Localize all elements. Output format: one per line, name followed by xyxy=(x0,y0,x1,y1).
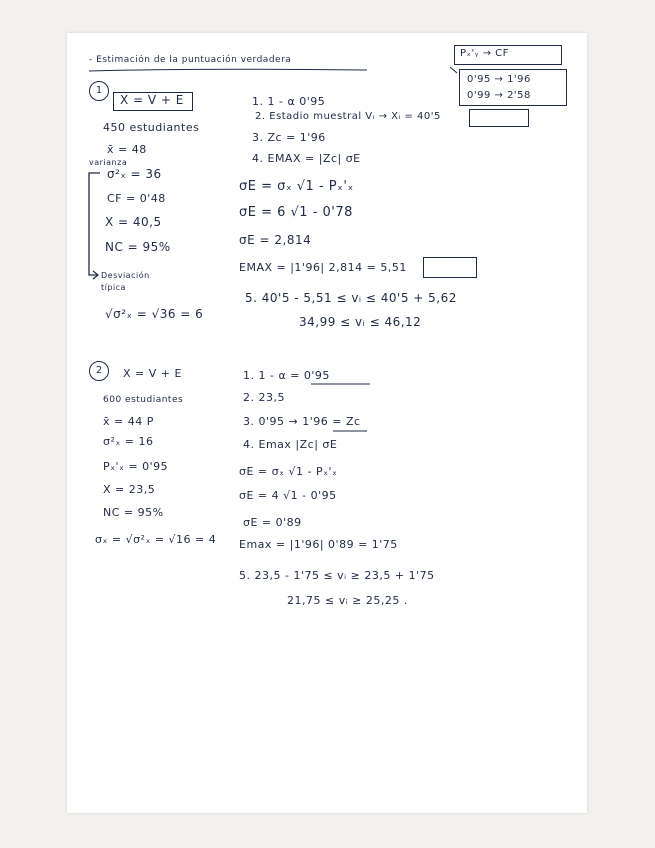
given-variance: σ²ₓ = 36 xyxy=(107,167,162,181)
varianza-label: varianza xyxy=(89,158,128,167)
calc-1-4: EMAX = |1'96| 2,814 = 5,51 xyxy=(239,261,407,274)
sigma-result-1: √σ²ₓ = √36 = 6 xyxy=(105,307,204,321)
cf-row-2: 0'99 → 2'58 xyxy=(467,90,531,101)
page-title: - Estimación de la puntuación verdadera xyxy=(89,55,292,65)
step-2-5: 5. 23,5 - 1'75 ≤ vᵢ ≥ 23,5 + 1'75 xyxy=(239,569,435,582)
section-1-number: 1 xyxy=(89,81,109,101)
sigma-result-2: σₓ = √σ²ₓ = √16 = 4 xyxy=(95,533,217,546)
calc-2-1: σE = σₓ √1 - Pₓ'ₓ xyxy=(239,465,338,478)
notebook-page xyxy=(67,33,587,813)
cf-row-1: 0'95 → 1'96 xyxy=(467,74,531,85)
step-1-2: 2. Estadio muestral Vᵢ → Xᵢ = 40'5 xyxy=(255,111,441,122)
x-value-box xyxy=(469,109,529,127)
step-1-1: 1. 1 - α 0'95 xyxy=(252,95,326,108)
calc-1-3: σE = 2,814 xyxy=(239,233,312,247)
calc-2-2: σE = 4 √1 - 0'95 xyxy=(239,489,337,502)
section-2-number: 2 xyxy=(89,361,109,381)
given-2-rxx: Pₓ'ₓ = 0'95 xyxy=(103,460,169,473)
bracket-line xyxy=(89,173,100,275)
calc-1-2: σE = 6 √1 - 0'78 xyxy=(239,205,353,220)
given-2-x: X = 23,5 xyxy=(103,483,156,496)
step-1-4: 4. EMAX = |Zc| σE xyxy=(252,152,361,165)
step-2-5-result: 21,75 ≤ vᵢ ≥ 25,25 . xyxy=(287,594,408,607)
step-2-2: 2. 23,5 xyxy=(243,391,285,404)
step-2-1: 1. 1 - α = 0'95 xyxy=(243,369,330,382)
formula-2: X = V + E xyxy=(123,367,182,380)
given-students: 450 estudiantes xyxy=(103,121,200,134)
emax-box xyxy=(423,257,477,278)
given-2-nc: NC = 95% xyxy=(103,506,164,519)
given-2-students: 600 estudiantes xyxy=(103,395,184,405)
desviacion-label: Desviación típica xyxy=(101,271,150,292)
given-cf: CF = 0'48 xyxy=(107,192,166,205)
given-2-mean: x̄ = 44 P xyxy=(103,415,154,428)
calc-2-3: σE = 0'89 xyxy=(243,516,302,529)
step-1-5-result: 34,99 ≤ vᵢ ≤ 46,12 xyxy=(299,315,422,329)
step-1-3: 3. Zc = 1'96 xyxy=(252,131,326,144)
given-2-variance: σ²ₓ = 16 xyxy=(103,435,154,448)
formula-1: X = V + E xyxy=(120,93,184,107)
step-2-4: 4. Emax |Zc| σE xyxy=(243,438,338,451)
given-nc: NC = 95% xyxy=(105,240,171,254)
calc-1-1: σE = σₓ √1 - Pₓ'ₓ xyxy=(239,179,354,194)
given-x: X = 40,5 xyxy=(105,215,162,229)
step-2-3: 3. 0'95 → 1'96 = Zc xyxy=(243,415,361,428)
step-1-5: 5. 40'5 - 5,51 ≤ vᵢ ≤ 40'5 + 5,62 xyxy=(245,291,457,305)
given-mean: x̄ = 48 xyxy=(107,143,147,156)
cf-title: Pₓ'ᵧ → CF xyxy=(460,48,509,59)
calc-2-4: Emax = |1'96| 0'89 = 1'75 xyxy=(239,538,398,551)
